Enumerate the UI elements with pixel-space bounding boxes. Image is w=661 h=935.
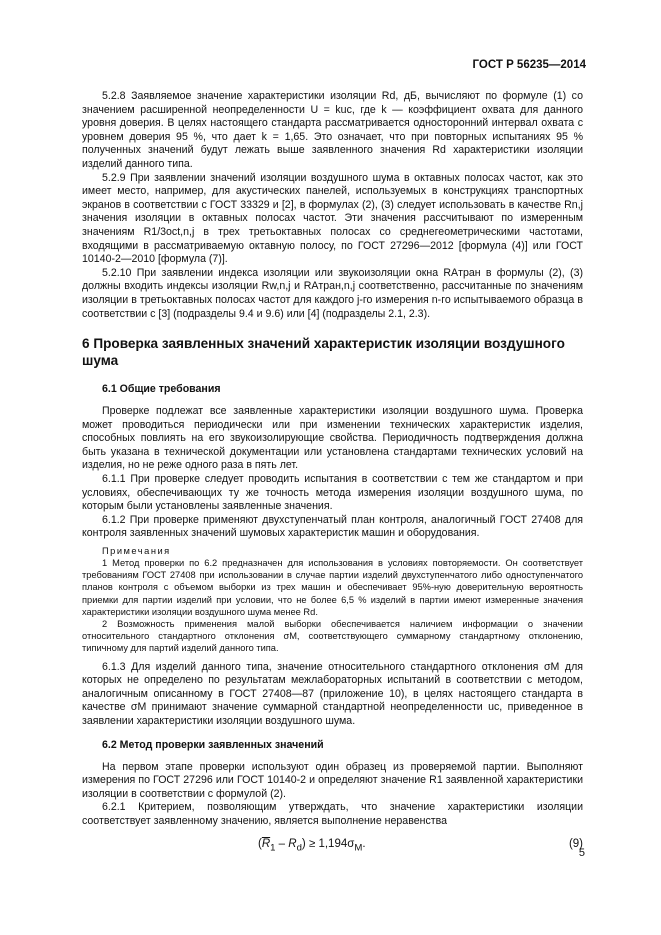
paragraph-6-1: Проверке подлежат все заявленные характеристики изоляции воздушного шума. Проверка может проводиться периодически или при изменении технических характеристик изделия, способных повлиять на его звукоизолирующие свойства. Периодичность подтверждения должна быть указана в технической документации или установлена стандартами технических условий на изделия, но не реже одного раза в пять лет. [82,405,583,472]
paragraph-6-1-3: 6.1.3 Для изделий данного типа, значение относительного стандартного отклонения σM для которых не определено по результатам межлабораторных испытаний в соответствии с методом, аналогичным описанному в ГОСТ 27408—87 (приложение 10), в целях настоящего стандарта в качестве σM принимают значение суммарной стандартной неопределенности uc, приведенное в заявлении характеристики изоляции воздушного шума. [82,660,583,728]
paragraph-5-2-9: 5.2.9 При заявлении значений изоляции воздушного шума в октавных полосах частот, как это имеет место, например, для акустических панелей, используемых в конструкциях транспортных экранов в соответствии с ГОСТ 33329 и [2], в формулах (2), (3) следует использовать в качестве Rn,j значения изоляции в октавных полосах частот. Эти значения рассчитывают по измеренным значениям R1/3oct,n,j в трех третьоктавных полосах со среднегеометрическими частотами, входящими в рассматриваемую октавную полосу, по ГОСТ 27296—2012 [формула (4)] или ГОСТ 10140-2—2010 [формула (7)]. [82,171,583,266]
document-body [82,90,583,856]
section-6-2-title: 6.2 Метод проверки заявленных значений [102,738,324,751]
paragraph-6-2-1: 6.2.1 Критерием, позволяющим утверждать, что значение характеристики изоляции соответствует заявленному значению, является выполнение неравенства [82,801,583,827]
note-2: 2 Возможность применения малой выборки обеспечивается наличием информации о значении относительного стандартного отклонения σM, соответствующего суммарному стандартному отклонению, типичному для партий изделий данного типа. [82,619,583,654]
equation-number: (9) [568,837,583,850]
paragraph-6-1-2: 6.1.2 При проверке применяют двухступенчатый план контроля, аналогичный ГОСТ 27408 для контроля заявленных значений шумовых характеристик машин и оборудования. [82,513,583,540]
document-header: ГОСТ Р 56235—2014 [472,59,586,71]
page-number: 5 [578,847,585,859]
paragraph-5-2-10: 5.2.10 При заявлении индекса изоляции или звукоизоляции окна RAтран в формулы (2), (3) должны входить индексы изоляции Rw,n,j и RAтран,n,j соответственно, рассчитанные по значениям изоляции в третьоктавных полосах частот для каждого j-го измерения n-го испытываемого образца в соответствии с [3] (подразделы 9.4 и 9.6) или [4] (подразделы 2.1, 2.3). [82,266,583,320]
paragraph-6-2: На первом этапе проверки используют один образец из проверяемой партии. Выполняют измерения по ГОСТ 27296 или ГОСТ 10140-2 и определяют значение R1 заявленной характеристики изоляции в соответствии с формулой (2). [82,760,583,800]
equation-expression: $(\overline{R}_1 - R_d) \ge 1,194\sigma_M$. [258,837,366,853]
section-6-title: 6 Проверка заявленных значений характеристик изоляции воздушного шума [82,336,565,368]
note-1: 1 Метод проверки по 6.2 предназначен для использования в условиях повторяемости. Он соответствует требованиям ГОСТ 27408 при использовании в случае партии изделий двухступенчатого либо одноступенчатого планов контроля с объемом выборки из трех машин и обеспечивает 95%-ную доверительную вероятность приемки для партии изделий при условии, что не более 6,5 % изделий в партии имеют измеренные значения характеристики изоляции воздушного шума менее Rd. [82,558,583,617]
notes-header: Примечания [102,546,171,557]
paragraph-5-2-8: 5.2.8 Заявляемое значение характеристики изоляции Rd, дБ, вычисляют по формуле (1) со значением расширенной неопределенности U = kuc, где k — коэффициент охвата для данного уровня доверия. В целях настоящего стандарта рассматривается односторонний интервал охвата с уровнем доверия 95 %, что дает k = 1,65. Это означает, что при повторных испытаниях 95 % полученных значений будут лежать выше заявленного значения Rd характеристики изоляции изделий данного типа. [82,90,583,170]
equation-9 [82,836,583,856]
paragraph-6-1-1: 6.1.1 При проверке следует проводить испытания в соответствии с тем же стандартом и при условиях, обеспечивающих ту же точность метода измерения изоляции воздушного шума, по которым были установлены заявленные значения. [82,473,583,513]
section-6-1-title: 6.1 Общие требования [102,383,221,396]
